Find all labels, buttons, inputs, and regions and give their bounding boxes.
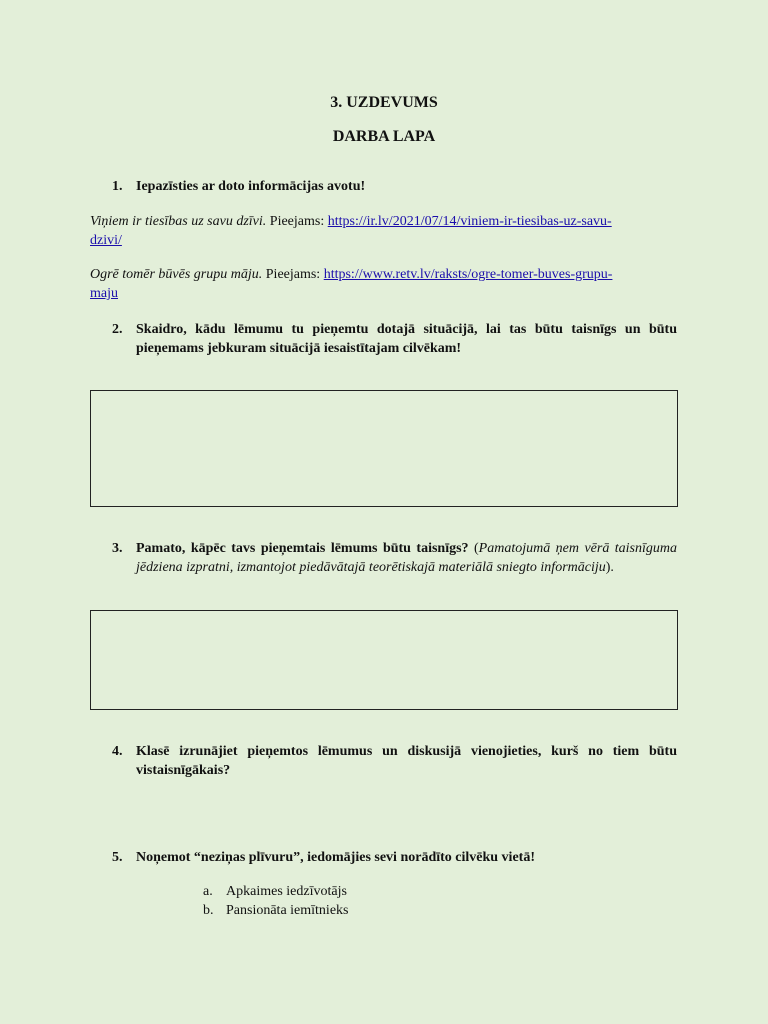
task-item-1: [112, 177, 677, 196]
subitem-letter: a.: [203, 884, 213, 899]
worksheet-title: 3. UZDEVUMS: [330, 94, 438, 111]
subitem-text: Pansionāta iemītnieks: [226, 903, 349, 918]
answer-box-1[interactable]: [90, 390, 678, 507]
worksheet-subtitle: DARBA LAPA: [332, 128, 436, 145]
task-item-4: [112, 742, 677, 782]
source-2: [90, 265, 677, 303]
task-number: 5.: [112, 850, 123, 865]
task-number: 4.: [112, 744, 123, 759]
task-text: Iepazīsties ar doto informācijas avotu!: [136, 179, 366, 194]
task-number: 3.: [112, 541, 123, 556]
task-item-2: [112, 320, 677, 360]
task-text: Noņemot “neziņas plīvuru”, iedomājies sevi norādīto cilvēku vietā!: [136, 850, 535, 865]
task-item-5: [112, 848, 677, 867]
source-prefix: Pieejams:: [262, 267, 324, 282]
task-text: Pamato, kāpēc tavs pieņemtais lēmums būtu taisnīgs? (Pamatojumā ņem vērā taisnīguma jēdziena izpratni, izmantojot piedāvātajā teorētiskajā materiālā sniegto informāciju).: [136, 541, 677, 575]
task-number: 1.: [112, 179, 123, 194]
source-title: Ogrē tomēr būvēs grupu māju.: [90, 267, 263, 282]
task-item-3: [112, 539, 677, 597]
source-title: Viņiem ir tiesības uz savu dzīvi.: [90, 214, 267, 229]
source-prefix: Pieejams:: [266, 214, 328, 229]
source-1: [90, 212, 677, 250]
task-text: Skaidro, kādu lēmumu tu pieņemtu dotajā situācijā, lai tas būtu taisnīgs un būtu pieņemams jebkuram situācijā iesaistītajam cilvēkam!: [136, 322, 677, 356]
source-link[interactable]: https://www.retv.lv/raksts/ogre-tomer-buves-grupu- maju: [90, 267, 613, 301]
task-number: 2.: [112, 322, 123, 337]
subitem-letter: b.: [203, 903, 214, 918]
task-hint: Pamatojumā ņem vērā taisnīguma jēdziena izpratni, izmantojot piedāvātajā teorētiskajā materiālā sniegto informāciju: [136, 541, 677, 575]
task-text: Klasē izrunājiet pieņemtos lēmumus un diskusijā vienojieties, kurš no tiem būtu vistaisnīgākais?: [136, 744, 677, 778]
subitem-text: Apkaimes iedzīvotājs: [226, 884, 347, 899]
source-link[interactable]: https://ir.lv/2021/07/14/viniem-ir-tiesibas-uz-savu- dzivi/: [90, 214, 612, 248]
answer-box-2[interactable]: [90, 610, 678, 710]
